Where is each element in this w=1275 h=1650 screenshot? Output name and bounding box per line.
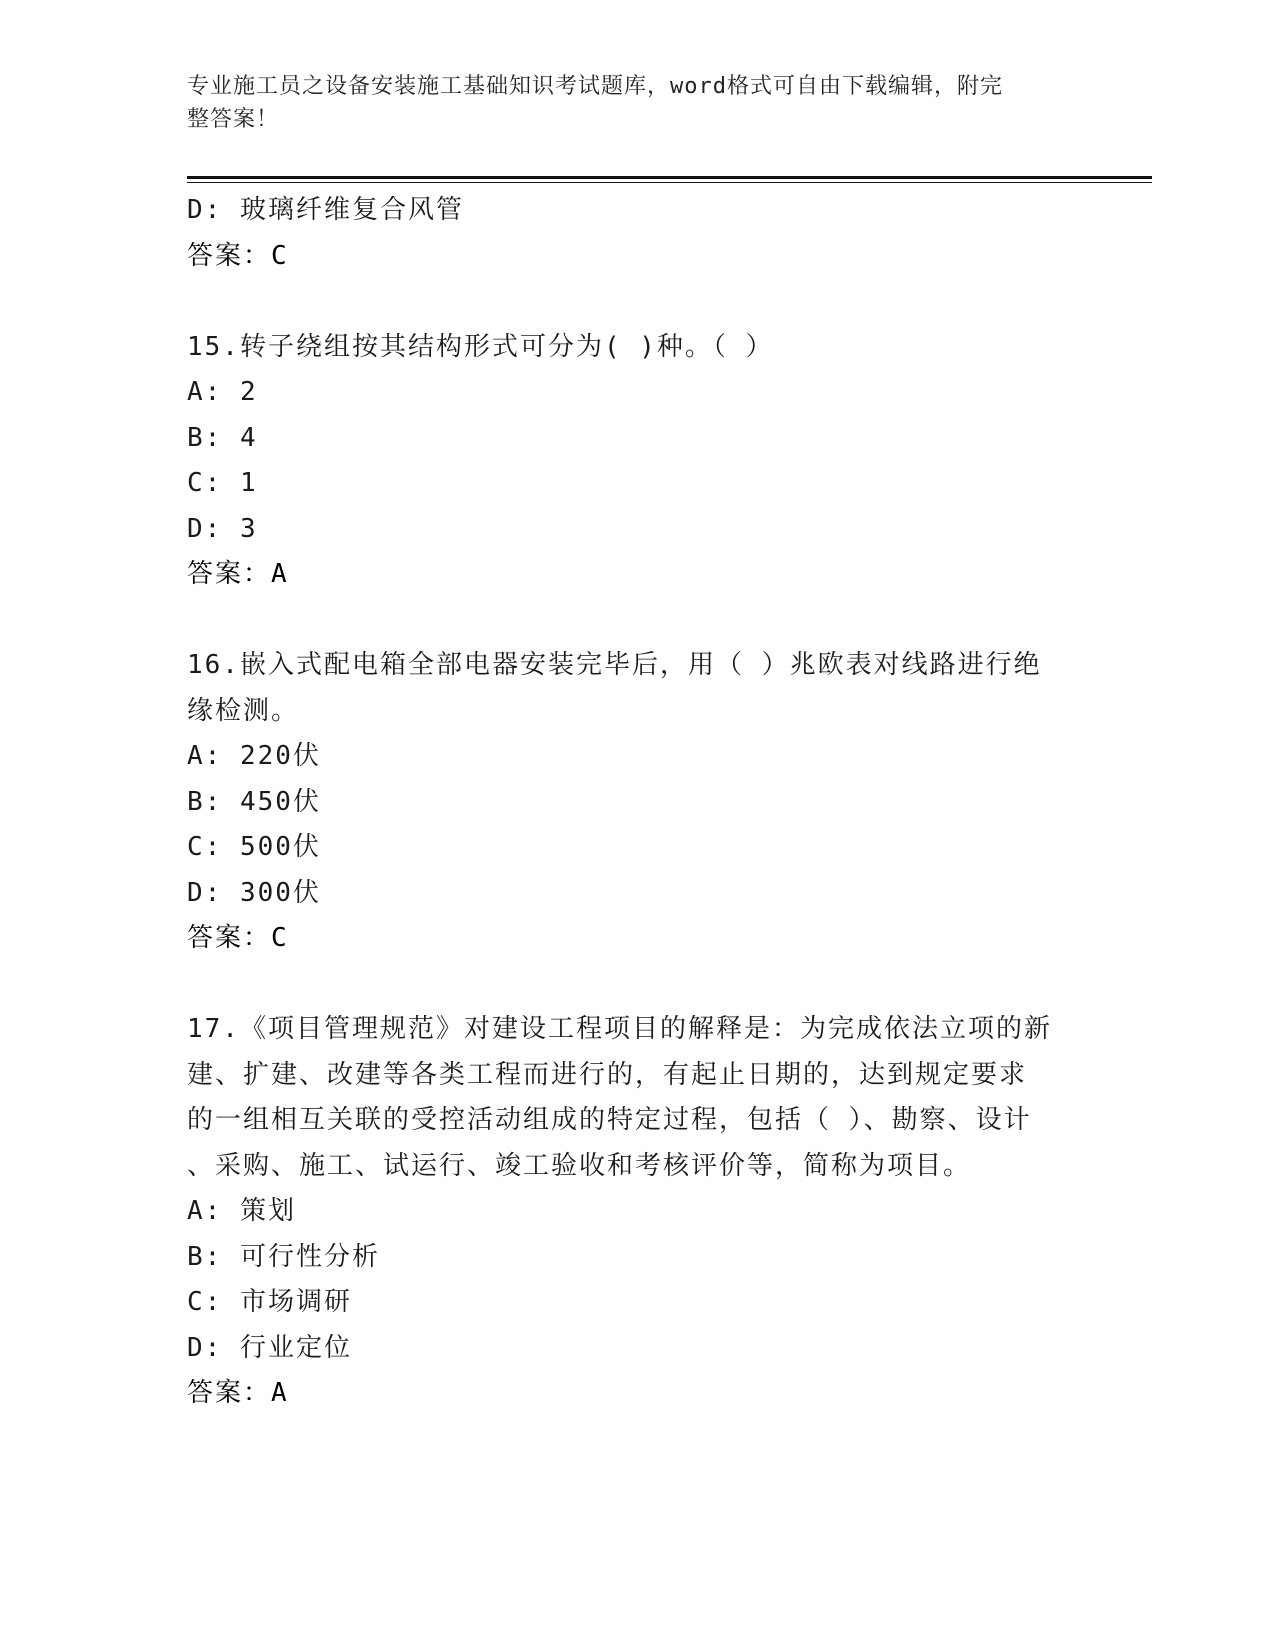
answer-line: 答案：A <box>187 1378 289 1408</box>
option-a: A: 策划 <box>187 1196 296 1226</box>
question-list <box>187 188 1087 1417</box>
option-d: D: 玻璃纤维复合风管 <box>187 195 464 225</box>
header-line-2: 整答案！ <box>187 107 280 132</box>
question-stem-line-4: 、采购、施工、试运行、竣工验收和考核评价等，简称为项目。 <box>187 1150 972 1181</box>
answer-line: 答案：A <box>187 559 289 589</box>
option-b: B: 可行性分析 <box>187 1241 380 1272</box>
header-line-1: 专业施工员之设备安装施工基础知识考试题库，word格式可自由下载编辑，附完 <box>187 74 1003 99</box>
header-divider-thick <box>187 176 1152 179</box>
question-15 <box>187 325 1087 598</box>
question-stem-line-1: 16.嵌入式配电箱全部电器安装完毕后，用（ ）兆欧表对线路进行绝 <box>187 650 1042 680</box>
question-stem-line-2: 缘检测。 <box>187 695 300 726</box>
option-b: B: 4 <box>187 422 258 453</box>
option-a: A: 220伏 <box>187 741 321 771</box>
answer-line: 答案：C <box>187 923 289 953</box>
option-d: D: 300伏 <box>187 877 321 908</box>
option-a: A: 2 <box>187 377 258 407</box>
question-stem-line-1: 17.《项目管理规范》对建设工程项目的解释是：为完成依法立项的新 <box>187 1014 1052 1044</box>
option-d: D: 行业定位 <box>187 1332 352 1363</box>
header-divider-thin <box>187 182 1152 183</box>
spacer <box>187 598 1087 644</box>
document-header <box>187 70 1067 136</box>
question-stem-line-2: 建、扩建、改建等各类工程而进行的，有起止日期的，达到规定要求 <box>187 1059 1028 1090</box>
spacer <box>187 962 1087 1008</box>
option-c: C: 1 <box>187 468 258 498</box>
question-17 <box>187 1007 1087 1417</box>
answer-line: 答案：C <box>187 240 289 271</box>
option-c: C: 500伏 <box>187 832 321 862</box>
option-c: C: 市场调研 <box>187 1287 352 1317</box>
question-16 <box>187 643 1087 962</box>
question-stem-line-3: 的一组相互关联的受控活动组成的特定过程，包括（ ）、勘察、设计 <box>187 1105 1032 1135</box>
spacer <box>187 279 1087 325</box>
option-b: B: 450伏 <box>187 786 321 817</box>
question-stem: 15.转子绕组按其结构形式可分为( )种。（ ） <box>187 331 774 362</box>
option-d: D: 3 <box>187 513 258 544</box>
